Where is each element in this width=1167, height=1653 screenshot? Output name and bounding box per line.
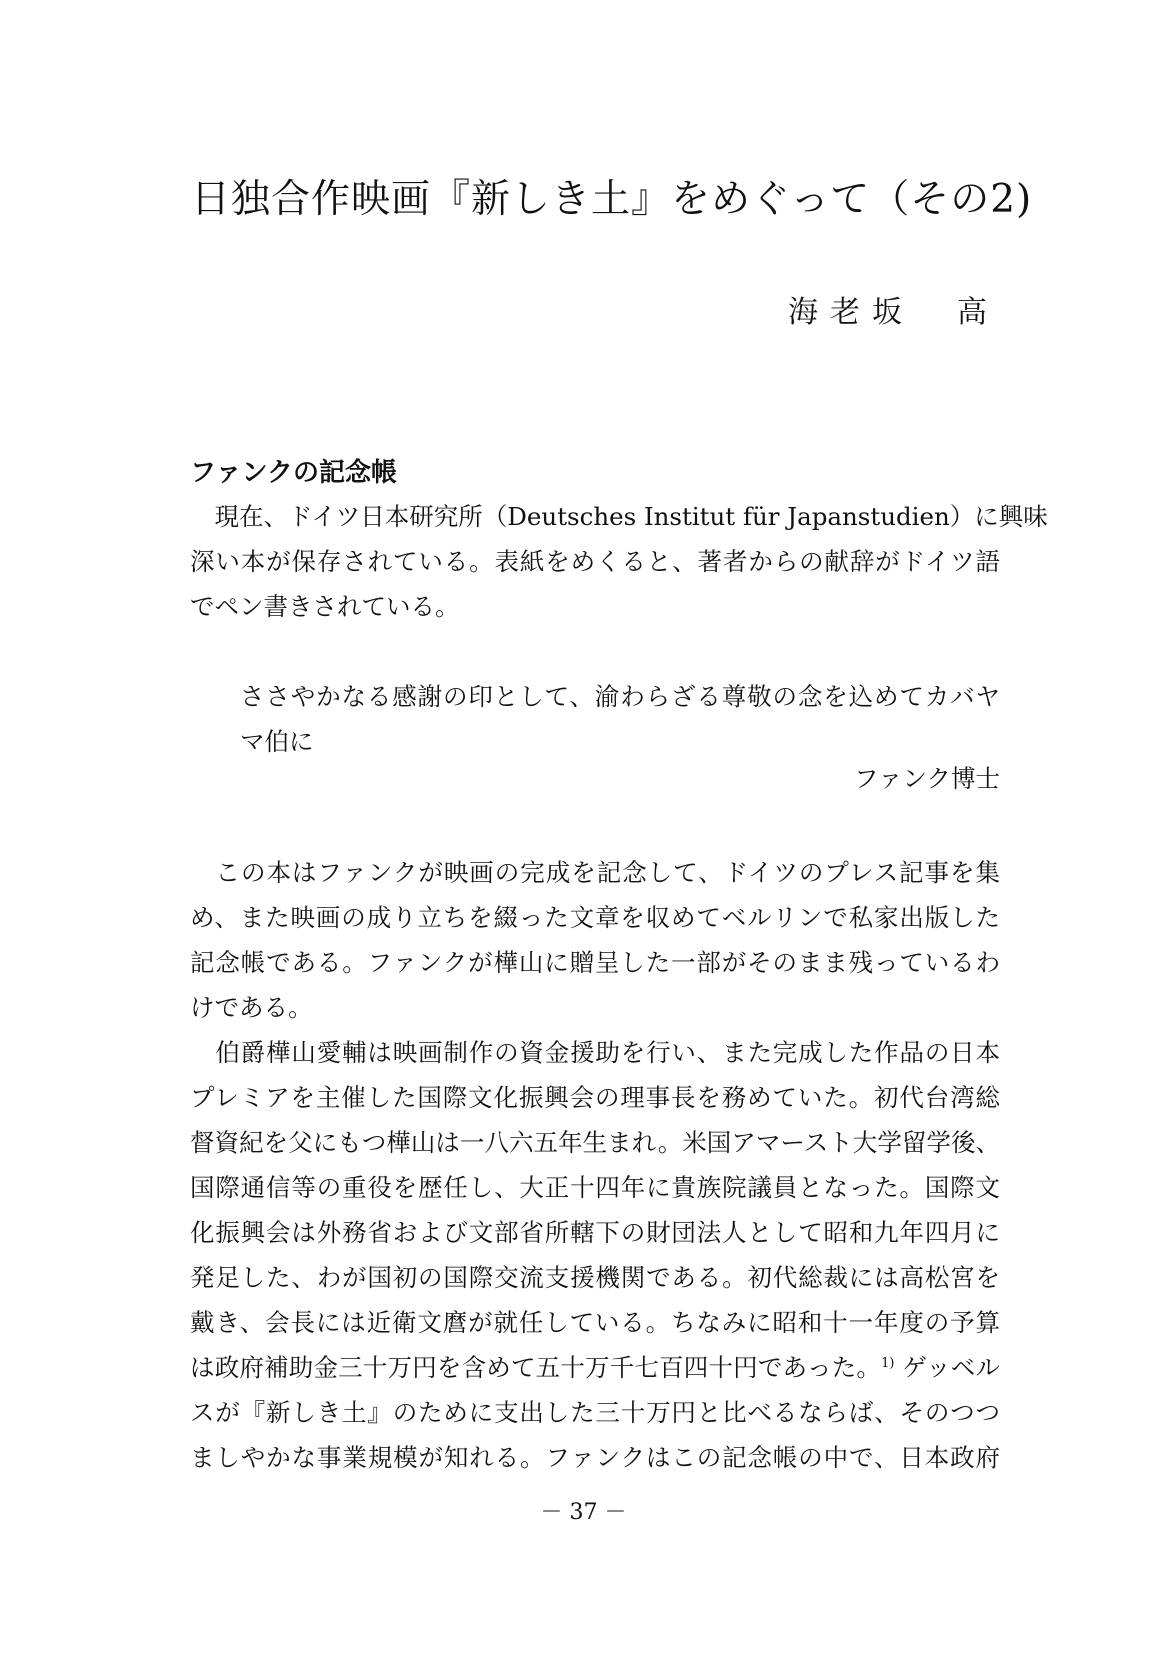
text-line: 深い本が保存されている。表紙をめくると、著者からの献辞がドイツ語 [190,547,1000,576]
text-line: スが『新しき土』のために支出した三十万円と比べるならば、そのつつ [190,1398,1000,1427]
text-line: 伯爵樺山愛輔は映画制作の資金援助を行い、また完成した作品の日本 [190,1038,1000,1067]
text-line: 化振興会は外務省および文部省所轄下の財団法人として昭和九年四月に [190,1218,1000,1247]
page-number: － 37 － [540,1500,627,1525]
text-line: でペン書きされている。 [190,592,460,621]
text-line: プレミアを主催した国際文化振興会の理事長を務めていた。初代台湾総 [190,1083,1000,1112]
author-name [788,287,987,331]
paragraph-kabayama [190,1030,1000,1480]
text-line: 現在、ドイツ日本研究所（Deutsches Institut für Japanstudien）に興味 [190,502,1048,531]
text-line: 国際通信等の重役を歴任し、大正十四年に貴族院議員となった。国際文 [190,1173,1000,1202]
section-heading: ファンクの記念帳 [190,458,397,488]
dedication-quote [240,674,1000,764]
author-char: 高 [957,295,987,330]
paragraph-memorial-book [190,850,1000,1030]
text-segment: は政府補助金三十万円を含めて五十万千七百四十円であった。 [190,1353,882,1382]
paragraph-intro [190,494,1048,629]
text-line: けである。 [190,993,313,1022]
text-line: この本はファンクが映画の完成を記念して、ドイツのプレス記事を集 [190,858,1000,887]
quote-line: マ伯に [240,727,314,756]
text-line-with-footnote [190,1345,1000,1390]
text-line: 記念帳である。ファンクが樺山に贈呈した一部がそのまま残っているわ [190,948,1000,977]
author-char: 坂 [872,295,902,330]
text-line: 発足した、わが国初の国際交流支援機関である。初代総裁には高松宮を [190,1263,1000,1292]
author-char: 海 [788,295,818,330]
article-title: 日独合作映画『新しき土』をめぐって（その2) [191,177,1033,222]
author-char: 老 [830,295,860,330]
quote-line: ささやかなる感謝の印として、渝わらざる尊敬の念を込めてカバヤ [240,682,1000,711]
text-line: 督資紀を父にもつ樺山は一八六五年生まれ。米国アマースト大学留学後、 [190,1128,1000,1157]
text-line: め、また映画の成り立ちを綴った文章を収めてベルリンで私家出版した [190,903,1000,932]
footnote-ref: 1) [881,1355,895,1371]
text-segment: ゲッベル [894,1353,1000,1382]
text-line: 戴き、会長には近衛文麿が就任している。ちなみに昭和十一年度の予算 [190,1308,1000,1337]
text-line: ましやかな事業規模が知れる。ファンクはこの記念帳の中で、日本政府 [190,1443,1000,1472]
dedication-signature: ファンク博士 [853,764,1000,793]
